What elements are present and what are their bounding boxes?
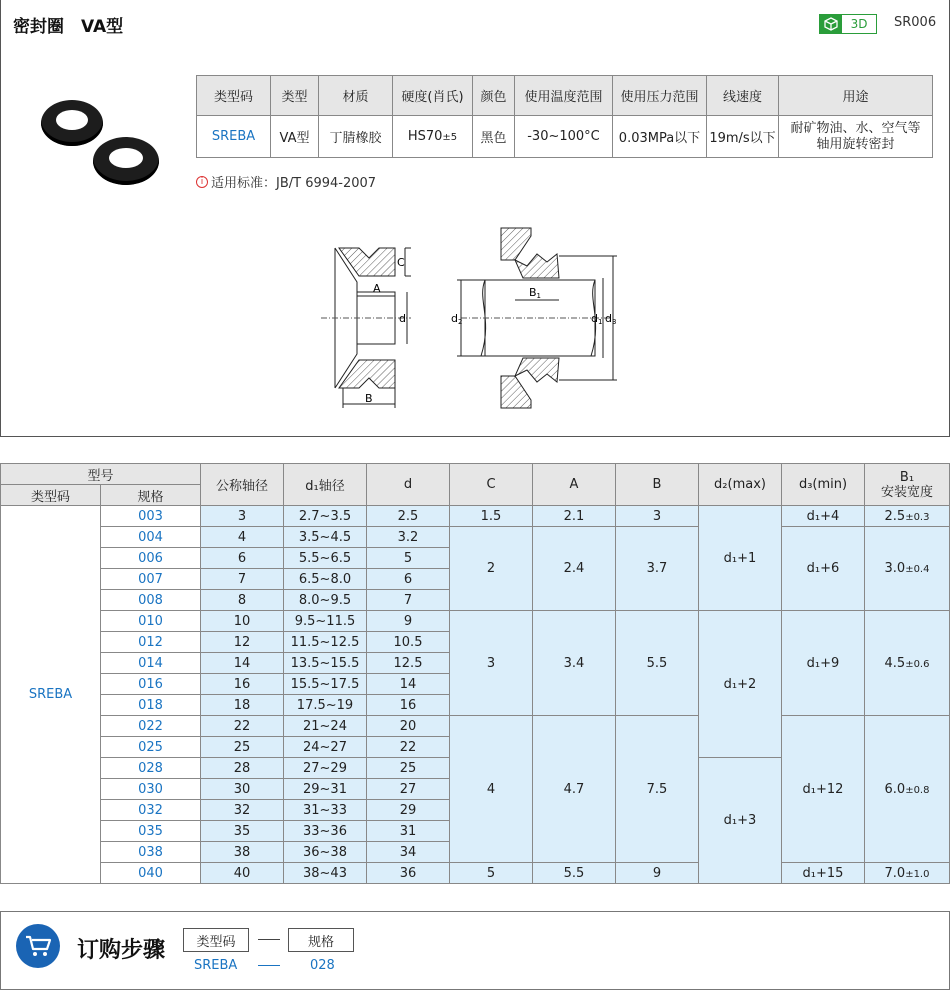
cell-d: 6 xyxy=(367,569,450,590)
spec-speed: 19m/s以下 xyxy=(707,116,779,158)
order-steps-panel xyxy=(0,911,950,990)
cell-A: 2.1 xyxy=(533,506,616,527)
seal-photo-ring-1 xyxy=(41,100,103,146)
header-d2: d₂(max) xyxy=(699,464,782,506)
spec-table xyxy=(196,75,933,158)
cell-d1: 9.5~11.5 xyxy=(284,611,367,632)
cell-spec[interactable]: 022 xyxy=(101,716,201,737)
cell-shaft: 28 xyxy=(201,758,284,779)
spec-header-hardness: 硬度(肖氏) xyxy=(393,76,473,116)
label-d2: d2 xyxy=(451,312,463,326)
cell-shaft: 18 xyxy=(201,695,284,716)
standard-note xyxy=(196,172,376,191)
header-model: 型号 xyxy=(1,464,201,485)
order-example-type[interactable]: SREBA xyxy=(194,958,238,973)
cell-d1: 31~33 xyxy=(284,800,367,821)
spec-header-color: 颜色 xyxy=(473,76,515,116)
cell-spec[interactable]: 028 xyxy=(101,758,201,779)
cell-d3: d₁+12 xyxy=(782,716,865,863)
cell-shaft: 8 xyxy=(201,590,284,611)
cell-d: 31 xyxy=(367,821,450,842)
label-B: B xyxy=(365,392,373,405)
3d-model-button[interactable] xyxy=(819,14,877,34)
cell-d: 9 xyxy=(367,611,450,632)
cell-d2: d₁+3 xyxy=(699,758,782,884)
order-title: 订购步骤 xyxy=(77,938,166,963)
cell-shaft: 35 xyxy=(201,821,284,842)
cell-d: 22 xyxy=(367,737,450,758)
cell-d1: 13.5~15.5 xyxy=(284,653,367,674)
cube-icon xyxy=(820,15,842,33)
cell-shaft: 10 xyxy=(201,611,284,632)
cell-d: 12.5 xyxy=(367,653,450,674)
order-box-spec: 规格 xyxy=(288,928,354,952)
header-B1: B₁ 安装宽度 xyxy=(865,464,950,506)
cell-d3: d₁+4 xyxy=(782,506,865,527)
label-d1: d1 xyxy=(591,312,603,326)
cell-d: 34 xyxy=(367,842,450,863)
3d-label: 3D xyxy=(850,17,868,31)
spec-type-code[interactable]: SREBA xyxy=(197,116,271,158)
spec-header-pressure: 使用压力范围 xyxy=(613,76,707,116)
label-A: A xyxy=(373,282,381,295)
cell-shaft: 3 xyxy=(201,506,284,527)
cell-d1: 3.5~4.5 xyxy=(284,527,367,548)
spec-temp: -30~100°C xyxy=(515,116,613,158)
cell-shaft: 7 xyxy=(201,569,284,590)
cell-type-code[interactable]: SREBA xyxy=(1,506,101,884)
cell-d1: 33~36 xyxy=(284,821,367,842)
cell-d: 20 xyxy=(367,716,450,737)
cell-C: 1.5 xyxy=(450,506,533,527)
spec-header-type: 类型 xyxy=(271,76,319,116)
cell-d: 3.2 xyxy=(367,527,450,548)
label-C: C xyxy=(397,256,405,269)
cell-shaft: 30 xyxy=(201,779,284,800)
cell-spec[interactable]: 003 xyxy=(101,506,201,527)
seal-technical-drawing xyxy=(321,222,621,412)
cell-B: 7.5 xyxy=(616,716,699,863)
cell-C: 4 xyxy=(450,716,533,863)
cell-d: 29 xyxy=(367,800,450,821)
cell-d1: 6.5~8.0 xyxy=(284,569,367,590)
cell-spec[interactable]: 038 xyxy=(101,842,201,863)
spec-hardness: HS70±5 xyxy=(393,116,473,158)
spec-header-usage: 用途 xyxy=(779,76,933,116)
cell-d: 25 xyxy=(367,758,450,779)
cell-shaft: 16 xyxy=(201,674,284,695)
spec-type: VA型 xyxy=(271,116,319,158)
cell-d1: 2.7~3.5 xyxy=(284,506,367,527)
cell-d1: 5.5~6.5 xyxy=(284,548,367,569)
cell-shaft: 14 xyxy=(201,653,284,674)
cell-spec[interactable]: 016 xyxy=(101,674,201,695)
cell-spec[interactable]: 006 xyxy=(101,548,201,569)
cell-B1: 7.0±1.0 xyxy=(865,863,950,884)
cell-C: 2 xyxy=(450,527,533,611)
cell-d: 16 xyxy=(367,695,450,716)
product-code: SR006 xyxy=(894,15,937,30)
cell-shaft: 32 xyxy=(201,800,284,821)
cell-d: 10.5 xyxy=(367,632,450,653)
seal-photo-ring-2 xyxy=(93,137,159,185)
cell-A: 5.5 xyxy=(533,863,616,884)
header-shaft: 公称轴径 xyxy=(201,464,284,506)
cell-B: 3 xyxy=(616,506,699,527)
cell-shaft: 22 xyxy=(201,716,284,737)
cell-d1: 27~29 xyxy=(284,758,367,779)
cell-d1: 17.5~19 xyxy=(284,695,367,716)
cell-shaft: 40 xyxy=(201,863,284,884)
spec-header-type-code: 类型码 xyxy=(197,76,271,116)
cell-spec[interactable]: 035 xyxy=(101,821,201,842)
cell-A: 2.4 xyxy=(533,527,616,611)
seal-mounted-view xyxy=(451,228,617,408)
cell-d: 36 xyxy=(367,863,450,884)
cell-spec[interactable]: 008 xyxy=(101,590,201,611)
cell-d1: 11.5~12.5 xyxy=(284,632,367,653)
spec-material: 丁腈橡胶 xyxy=(319,116,393,158)
cell-d1: 24~27 xyxy=(284,737,367,758)
size-table xyxy=(0,463,950,884)
cell-B1: 6.0±0.8 xyxy=(865,716,950,863)
cell-d: 27 xyxy=(367,779,450,800)
cell-d2: d₁+1 xyxy=(699,506,782,611)
cell-d2: d₁+2 xyxy=(699,611,782,758)
cell-B: 3.7 xyxy=(616,527,699,611)
shopping-cart-icon xyxy=(16,924,60,968)
cell-d1: 15.5~17.5 xyxy=(284,674,367,695)
page-title: 密封圈 VA型 xyxy=(13,17,124,37)
table-row xyxy=(1,611,950,632)
cell-d1: 36~38 xyxy=(284,842,367,863)
cell-B1: 4.5±0.6 xyxy=(865,611,950,716)
cell-d3: d₁+9 xyxy=(782,611,865,716)
table-row xyxy=(1,716,950,737)
cell-d3: d₁+15 xyxy=(782,863,865,884)
table-row xyxy=(1,527,950,548)
cell-d3: d₁+6 xyxy=(782,527,865,611)
cell-B1: 2.5±0.3 xyxy=(865,506,950,527)
standard-text: 适用标准：JB/T 6994-2007 xyxy=(211,176,377,191)
cell-d: 14 xyxy=(367,674,450,695)
seal-side-view xyxy=(321,248,411,408)
spec-header-material: 材质 xyxy=(319,76,393,116)
cell-spec[interactable]: 010 xyxy=(101,611,201,632)
header-spec: 规格 xyxy=(101,485,201,506)
cell-d1: 21~24 xyxy=(284,716,367,737)
spec-pressure: 0.03MPa以下 xyxy=(613,116,707,158)
cell-A: 3.4 xyxy=(533,611,616,716)
spec-color: 黑色 xyxy=(473,116,515,158)
order-example-connector xyxy=(258,965,280,966)
cell-spec[interactable]: 018 xyxy=(101,695,201,716)
cell-spec[interactable]: 004 xyxy=(101,527,201,548)
order-example-spec[interactable]: 028 xyxy=(310,958,335,973)
cell-C: 5 xyxy=(450,863,533,884)
label-d: d xyxy=(399,312,406,325)
cell-spec[interactable]: 025 xyxy=(101,737,201,758)
cell-spec[interactable]: 030 xyxy=(101,779,201,800)
header-d: d xyxy=(367,464,450,506)
cell-shaft: 12 xyxy=(201,632,284,653)
order-connector xyxy=(258,939,280,940)
cell-B1: 3.0±0.4 xyxy=(865,527,950,611)
cell-spec[interactable]: 007 xyxy=(101,569,201,590)
cell-d1: 8.0~9.5 xyxy=(284,590,367,611)
cell-shaft: 6 xyxy=(201,548,284,569)
cell-d: 5 xyxy=(367,548,450,569)
order-box-type-code: 类型码 xyxy=(183,928,249,952)
cell-C: 3 xyxy=(450,611,533,716)
spec-usage: 耐矿物油、水、空气等 轴用旋转密封 xyxy=(779,116,933,158)
cell-shaft: 38 xyxy=(201,842,284,863)
cell-A: 4.7 xyxy=(533,716,616,863)
cell-d1: 38~43 xyxy=(284,863,367,884)
header-d1: d₁轴径 xyxy=(284,464,367,506)
label-d3: d3 xyxy=(605,312,617,326)
cell-spec[interactable]: 040 xyxy=(101,863,201,884)
cell-spec[interactable]: 014 xyxy=(101,653,201,674)
header-A: A xyxy=(533,464,616,506)
header-type-code: 类型码 xyxy=(1,485,101,506)
cell-d1: 29~31 xyxy=(284,779,367,800)
table-row xyxy=(1,863,950,884)
cell-d: 7 xyxy=(367,590,450,611)
cell-shaft: 4 xyxy=(201,527,284,548)
cell-d: 2.5 xyxy=(367,506,450,527)
cell-B: 9 xyxy=(616,863,699,884)
cell-B: 5.5 xyxy=(616,611,699,716)
cell-spec[interactable]: 032 xyxy=(101,800,201,821)
info-icon: i xyxy=(196,176,208,188)
spec-header-speed: 线速度 xyxy=(707,76,779,116)
header-C: C xyxy=(450,464,533,506)
product-panel xyxy=(0,0,950,437)
cell-shaft: 25 xyxy=(201,737,284,758)
spec-header-temp: 使用温度范围 xyxy=(515,76,613,116)
header-d3: d₃(min) xyxy=(782,464,865,506)
header-B: B xyxy=(616,464,699,506)
label-B1: B1 xyxy=(529,286,542,300)
cell-spec[interactable]: 012 xyxy=(101,632,201,653)
table-row xyxy=(1,506,950,527)
